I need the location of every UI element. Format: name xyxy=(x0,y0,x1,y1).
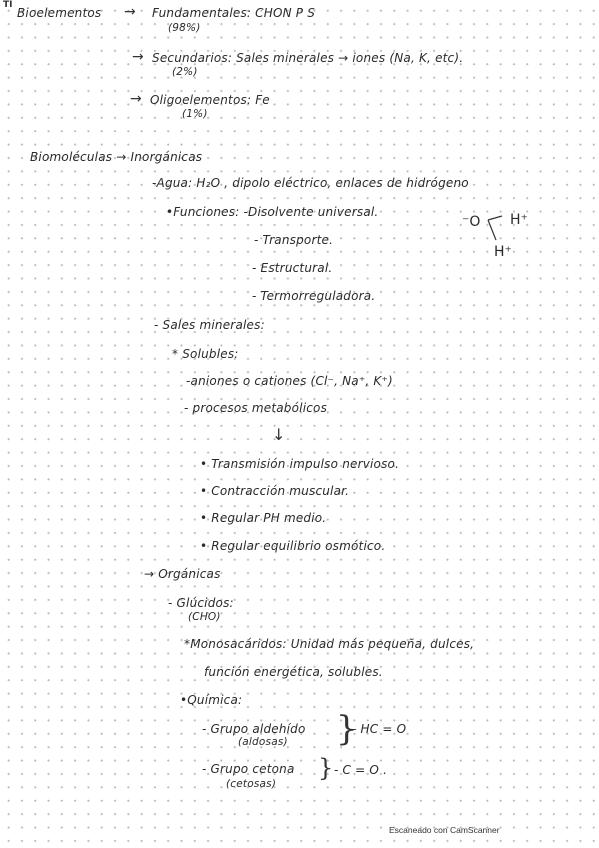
page-mark: TI xyxy=(3,0,13,10)
aldosas-label: (aldosas) xyxy=(238,736,288,748)
hydrogen-label: H⁺ xyxy=(510,212,528,228)
cetona-line: - Grupo cetona xyxy=(202,762,295,776)
glucidos-formula: (CHO) xyxy=(188,611,221,623)
glucidos-line: - Glúcidos: xyxy=(168,596,234,610)
down-arrow-icon: ↓ xyxy=(272,425,286,444)
fundamentales-percent: (98%) xyxy=(168,22,201,34)
brace-icon: } xyxy=(336,709,358,749)
agua-line: -Agua: H₂O , dipolo eléctrico, enlaces de hidrógeno xyxy=(152,176,469,190)
brace-icon: } xyxy=(318,754,334,782)
arrow-icon: → xyxy=(124,4,136,20)
bullet-osmotico: • Regular equilibrio osmótico. xyxy=(200,539,386,553)
organicas-heading: → Orgánicas xyxy=(144,567,221,581)
aldehido-formula: - HC = O xyxy=(352,722,407,736)
bullet-ph: • Regular PH medio. xyxy=(200,511,327,525)
monosacaridos-line: *Monosacáridos: Unidad más pequeña, dulces, xyxy=(184,637,475,651)
termorreguladora-item: - Termorreguladora. xyxy=(252,289,376,303)
secundarios-line: Secundarios: Sales minerales → iones (Na, K, etc). xyxy=(152,51,464,65)
sales-minerales-line: - Sales minerales: xyxy=(154,318,265,332)
scanner-watermark: Escaneado con CamScanner xyxy=(389,825,500,835)
oligoelementos-line: Oligoelementos: Fe xyxy=(150,93,270,107)
arrow-icon: → xyxy=(132,49,144,65)
funciones-line: •Funciones: -Disolvente universal. xyxy=(166,205,379,219)
fundamentales-line: Fundamentales: CHON P S xyxy=(152,6,316,20)
aniones-line: -aniones o cationes (Cl⁻, Na⁺, K⁺) xyxy=(186,374,393,388)
hydrogen-label: H⁺ xyxy=(494,244,512,260)
bullet-contraccion: • Contracción muscular. xyxy=(200,484,350,498)
monosacaridos-line-2: función energética, solubles. xyxy=(204,665,383,679)
procesos-line: - procesos metabólicos xyxy=(184,401,328,415)
arrow-icon: → xyxy=(130,91,142,107)
solubles-line: * Solubles: xyxy=(172,347,239,361)
aldehido-line: - Grupo aldehído xyxy=(202,722,306,736)
oxygen-label: ⁻O xyxy=(462,214,481,230)
quimica-line: •Química: xyxy=(180,693,243,707)
cetona-formula: - C = O . xyxy=(334,763,388,777)
transporte-item: - Transporte. xyxy=(254,233,334,247)
cetosas-label: (cetosas) xyxy=(226,778,277,790)
secundarios-percent: (2%) xyxy=(172,66,198,78)
water-molecule-diagram xyxy=(462,206,552,262)
bullet-transmision: • Transmisión impulso nervioso. xyxy=(200,457,400,471)
oligoelementos-percent: (1%) xyxy=(182,108,208,120)
estructural-item: - Estructural. xyxy=(252,261,333,275)
bioelementos-heading: Bioelementos xyxy=(17,6,102,20)
biomoleculas-heading: Biomoléculas → Inorgánicas xyxy=(30,150,203,164)
